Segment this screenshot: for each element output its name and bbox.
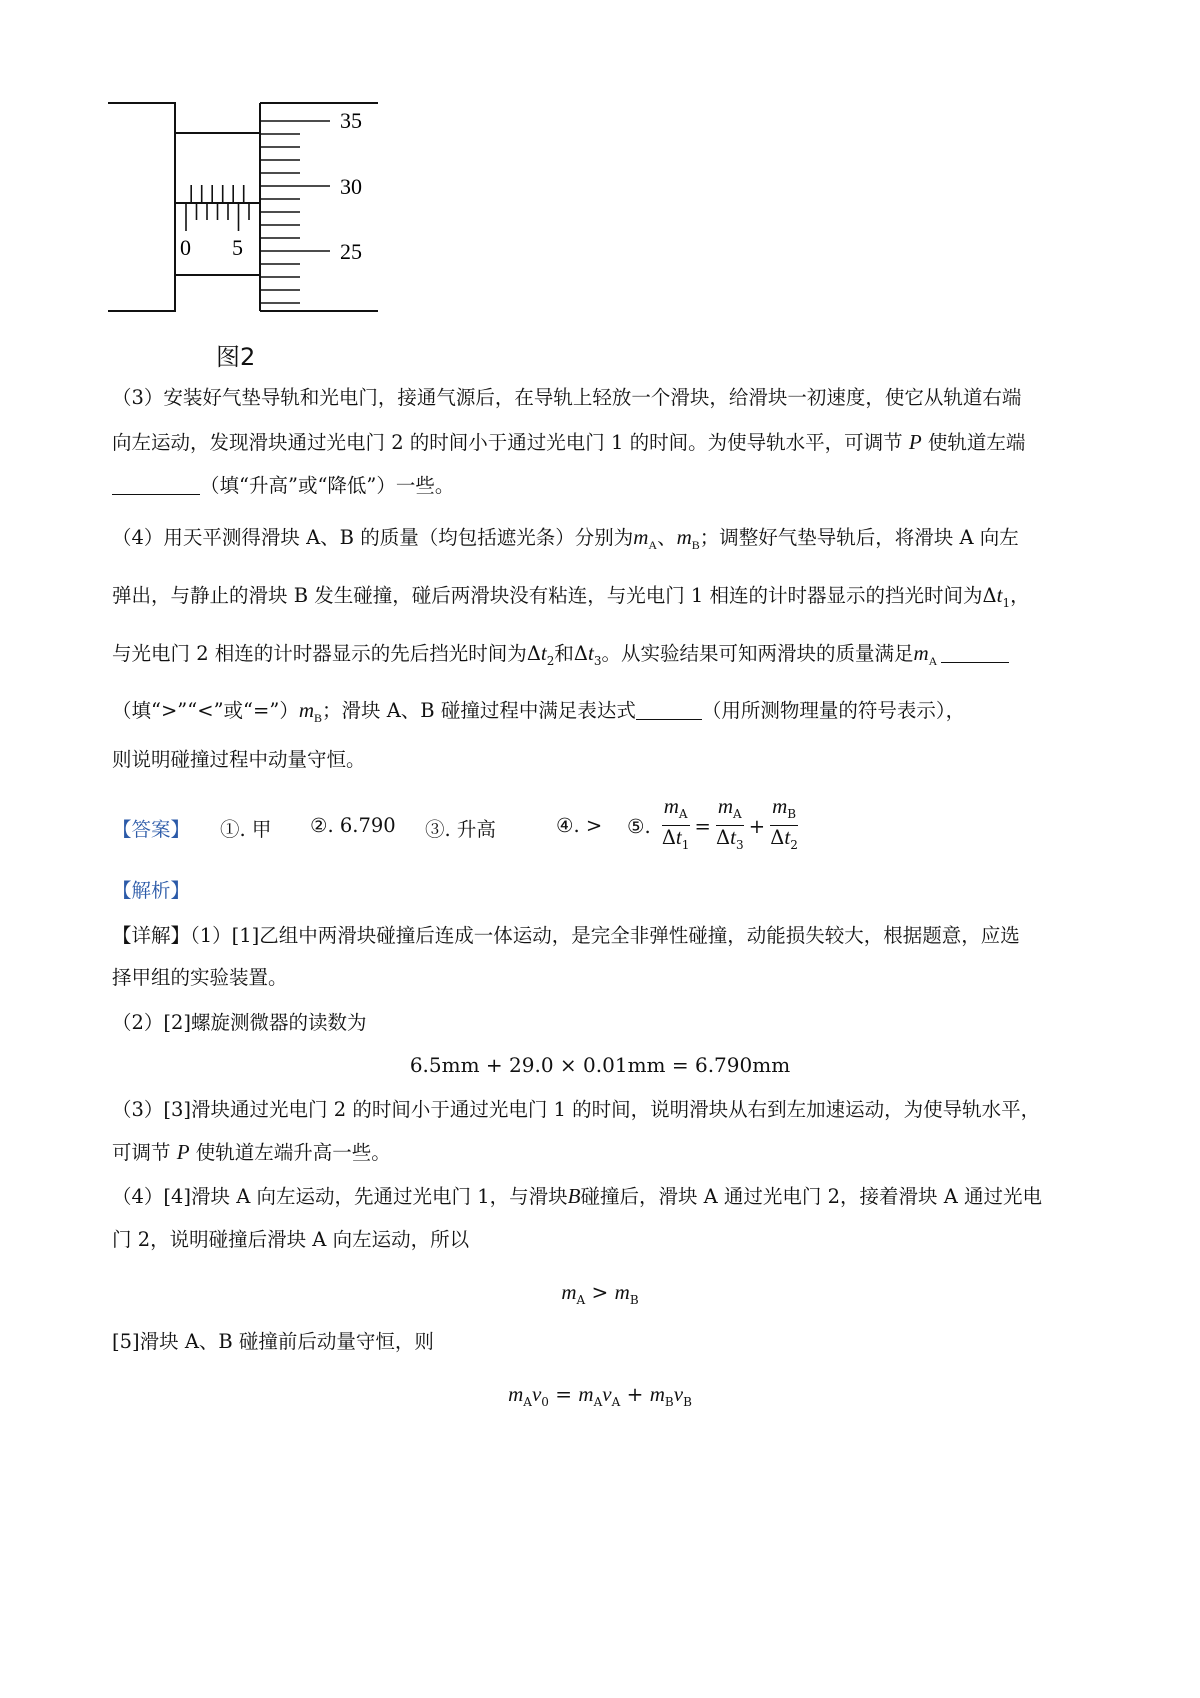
answer-1: ①. 甲	[220, 818, 272, 841]
q4-line-1: （4）用天平测得滑块 A、B 的质量（均包括遮光条）分别为$m_A$、$m_B$；调整好气垫导轨后，将滑块 A 向左	[112, 525, 1019, 552]
q4-blank-1	[941, 644, 1009, 663]
micrometer-figure	[100, 95, 400, 335]
detail-line-7: 门 2，说明碰撞后滑块 A 向左运动，所以	[112, 1228, 470, 1251]
q3-line-3: （填“升高”或“降低”）一些。	[112, 474, 1102, 498]
q4-line-4: （填“>”“<”或“$=”)m_B$；滑块 A、B 碰撞过程中满足表达式 （用所测物理量的符号表示），	[112, 698, 966, 725]
equation-momentum: $m_Av_0 = m_Av_A + m_Bv_B$	[508, 1382, 692, 1409]
answer-4: ④. >	[556, 814, 603, 837]
detail-line-8: [5]滑块 A、B 碰撞前后动量守恒，则	[112, 1330, 434, 1353]
fraction: $\frac{m_B}{\Delta t_2}$	[770, 794, 798, 852]
detail-line-3: （2）[2]螺旋测微器的读数为	[112, 1011, 367, 1034]
figure-caption: 图2	[216, 343, 256, 371]
thimble-label-30: 30	[340, 174, 362, 199]
detail-line-2: 择甲组的实验装置。	[112, 966, 288, 989]
q3-line-2: 向左运动，发现滑块通过光电门 2 的时间小于通过光电门 1 的时间。为使导轨水平，可调节 P 使轨道左端	[112, 430, 1026, 454]
q4-line-3: 与光电门 2 相连的计时器显示的先后挡光时间为$\Delta t_2$和$\Delta t_3$。从实验结果可知两滑块的质量满足$m_A$	[112, 641, 1102, 673]
detail-line-5: 可调节 P 使轨道左端升高一些。	[112, 1140, 391, 1164]
answer-3: ③. 升高	[425, 818, 496, 841]
thimble-label-25: 25	[340, 239, 362, 264]
detail-line-6: （4）[4]滑块 A 向左运动，先通过光电门 1，与滑块B碰撞后，滑块 A 通过光电门 2，接着滑块 A 通过光电	[112, 1184, 1043, 1208]
q4-line-5: 则说明碰撞过程中动量守恒。	[112, 748, 366, 771]
answer-label: 【答案】	[112, 818, 191, 841]
q4-blank-2	[636, 701, 702, 720]
q3-line-1: （3）安装好气垫导轨和光电门，接通气源后，在导轨上轻放一个滑块，给滑块一初速度，使它从轨道右端	[112, 386, 1022, 409]
sleeve-label-0: 0	[180, 235, 191, 260]
analysis-label: 【解析】	[112, 879, 191, 902]
answer-2: ②. 6.790	[310, 814, 396, 837]
equation-mass: $m_A > m_B$	[561, 1280, 639, 1307]
q3-blank	[112, 476, 200, 495]
fraction: $\frac{m_A}{\Delta t_3}$	[716, 794, 744, 852]
q4-line-2: 弹出，与静止的滑块 B 发生碰撞，碰后两滑块没有粘连，与光电门 1 相连的计时器显示的挡光时间为$\Delta t_1$，	[112, 583, 1030, 610]
fraction: $\frac{m_A}{\Delta t_1}$	[661, 794, 690, 852]
equation-reading: 6.5mm + 29.0 × 0.01mm = 6.790mm	[409, 1053, 791, 1077]
detail-line-1: 【详解】（1）[1]乙组中两滑块碰撞后连成一体运动，是完全非弹性碰撞，动能损失较大，根据题意，应选	[112, 924, 1020, 947]
answer-5: ⑤. $\frac{m_A}{\Delta t_1}$ = $\frac{m_A}{\Delta t_3}$ + $\frac{m_B}{\Delta t_2}$	[627, 796, 801, 856]
detail-line-4: （3）[3]滑块通过光电门 2 的时间小于通过光电门 1 的时间，说明滑块从右到左加速运动，为使导轨水平，	[112, 1098, 1041, 1121]
thimble-label-35: 35	[340, 108, 362, 133]
sleeve-label-5: 5	[232, 235, 243, 260]
